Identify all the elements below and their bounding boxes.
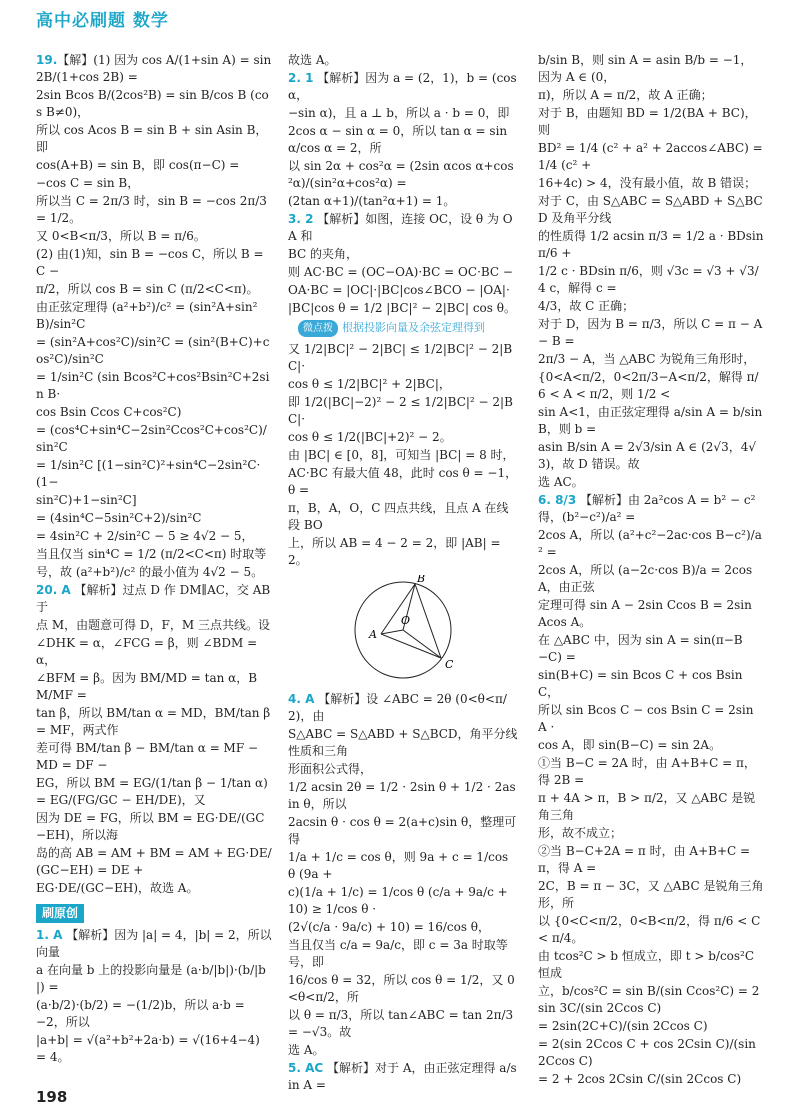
text-line: −cos C = sin B， [36,176,140,190]
text-line: sin(B+C) = sin Bcos C + cos Bsin C， [538,668,743,699]
text-line: 上，所以 AB = 4 − 2 = 2，即 |AB| = 2。 [288,536,501,567]
text-line: OA·BC = |OC|·|BC|cos∠BCO − |OA|· [288,283,510,297]
question-number: 4. A [288,692,315,706]
text-line: 2sin Bcos B/(2cos²B) = sin B/cos B (cos B≠0)， [36,88,269,119]
text-line: = 4sin²C + 2/sin²C − 5 ≥ 4√2 − 5， [36,529,254,543]
text-line: cos θ ≤ 1/2|BC|² + 2|BC|， [288,377,451,391]
text-line: 以 sin 2α + cos²α = (2sin αcos α+cos²α)/(sin²α+cos²α) = [288,159,514,190]
text-line: 1/2 acsin 2θ = 1/2 · 2sin θ + 1/2 · 2asin θ，所以 [288,780,516,811]
text-line: sin²C)+1−sin²C] [36,493,137,507]
column-1 [36,52,272,1067]
text-line: ∠DHK = α，∠FCG = β，则 ∠BDM = α， [36,636,258,667]
text-line: = 2sin(2C+C)/(sin 2Ccos C) [538,1019,708,1033]
section-label: 刷原创 [36,904,84,923]
page-header-title: 高中必刷题 数学 [36,11,169,31]
segment-AC [381,634,441,658]
column-2 [288,52,518,1095]
text-line: S△ABC = S△ABD + S△BCD，角平分线性质和三角 [288,727,518,758]
circle-diagram [288,575,518,685]
text-line: 由正弦定理得 (a²+b²)/c² = (sin²A+sin²B)/sin²C [36,300,258,331]
text-line: 当且仅当 c/a = 9a/c，即 c = 3a 时取等号，即 [288,938,508,969]
text-line: 由 tcos²C > b 恒成立，即 t > b/cos²C 恒成 [538,949,755,980]
text-line: = 2 + 2cos 2Csin C/(sin 2Ccos C) [538,1072,742,1086]
text-line: 2C，B = π − 3C，又 △ABC 是锐角三角形，所 [538,879,764,910]
text-line: BD² = 1/4 (c² + a² + 2accos∠ABC) = 1/4 (c² + [538,141,763,172]
text-line: 所以当 C = 2π/3 时，sin B = −cos 2π/3 = 1/2。 [36,194,267,225]
text-line: cos A，即 sin(B−C) = sin 2A。 [538,738,722,752]
point-label-O: O [401,614,411,627]
text-line: 的性质得 1/2 acsin π/3 = 1/2 a · BDsin π/6 + [538,229,764,260]
text-line: sin A<1，由正弦定理得 a/sin A = b/sin B，则 b = [538,405,763,436]
text-line: π)，所以 A = π/2，故 A 正确； [538,88,713,102]
segment-AO [381,630,403,634]
text-line: 岛的高 AB = AM + BM = AM + EG·DE/(GC−EH) = DE + [36,846,272,877]
text-line: EG，所以 BM = EG/(1/tan β − 1/tan α) = EG/(FG/GC − EH/DE)，又 [36,776,268,807]
text-line: 当且仅当 sin⁴C = 1/2 (π/2<C<π) 时取等 [36,547,267,561]
text-line: 2π/3 − A，当 △ABC 为锐角三角形时， [538,352,756,366]
point-label-A: A [369,628,377,641]
question-number: 5. AC [288,1061,324,1075]
text-line: 又 0<B<π/3，所以 B = π/6。 [36,229,206,243]
text-line: π + 4A > π，B > π/2，又 △ABC 是锐角三角 [538,791,756,822]
text-line: (2tan α+1)/(tan²α+1) = 1。 [288,194,456,208]
text-line: (2√(c/a · 9a/c) + 10) = 16/cos θ， [288,920,491,934]
text-line: 选 A。 [288,1043,325,1057]
text-line: 选 AC。 [538,475,584,489]
text-line: 所以 cos Acos B = sin B + sin Asin B，即 [36,123,268,154]
segment-BC [415,584,441,658]
question-number: 2. 1 [288,71,314,85]
question-number: 6. 8/3 [538,493,577,507]
text-line: 6. 8/3 【解析】由 2a²cos A = b² − c² 得，(b²−c²)/a² = [538,493,756,524]
text-line: = 1/sin²C [(1−sin²C)²+sin⁴C−2sin²C·(1− [36,458,261,489]
text-line: = (4sin⁴C−5sin²C+2)/sin²C [36,511,202,525]
text-line: 故选 A。 [288,53,337,67]
text-line: cos(A+B) = sin B，即 cos(π−C) = [36,158,240,172]
text-line: = (cos⁴C+sin⁴C−2sin²Ccos²C+cos²C)/sin²C [36,423,267,454]
text-line: 对于 D，因为 B = π/3，所以 C = π − A − B = [538,317,763,348]
text-line: cos θ ≤ 1/2(|BC|+2)² − 2。 [288,430,452,444]
question-number: 1. A [36,928,63,942]
text-line: asin B/sin A = 2√3/sin A ∈ (2√3，4√3)，故 D 错误。故 [538,440,756,471]
question-number: 3. 2 [288,212,314,226]
text-line: −sin α)，且 a ⊥ b，所以 a · b = 0，即 [288,106,510,120]
text-line: 立，b/cos²C = sin B/(sin Ccos²C) = 2sin 3C/(sin 2Ccos C) [538,984,760,1015]
text-line: 则 AC·BC = (OC−OA)·BC = OC·BC − [288,265,513,279]
text-line: BC 的夹角， [288,247,359,261]
text-line: AC·BC 有最大值 48，此时 cos θ = −1，θ = [288,466,518,497]
text-line: 因为 DE = FG，所以 BM = EG·DE/(GC−EH)，所以海 [36,811,265,842]
text-line: 在 △ABC 中，因为 sin A = sin(π−B−C) = [538,633,743,664]
text-line: 号，故 (a²+b²)/c² 的最小值为 4√2 − 5。 [36,565,264,579]
text-line: π/2，所以 cos B = sin C (π/2<C<π)。 [36,282,259,296]
text-line: (a·b/2)·(b/2) = −(1/2)b，所以 a·b = −2，所以 [36,998,245,1029]
text-line: 2cos A，所以 (a²+c²−2ac·cos B−c²)/a² = [538,528,762,559]
text-line: = (sin²A+cos²C)/sin²C = (sin²(B+C)+cos²C)/sin²C [36,335,270,366]
page-number: 198 [36,1088,68,1106]
text-line: = 2(sin 2Ccos C + cos 2Csin C)/(sin 2Ccos C) [538,1037,756,1068]
text-line: |a+b| = √(a²+b²+2a·b) = √(16+4−4) = 4。 [36,1033,260,1064]
text-line: ①当 B−C = 2A 时，由 A+B+C = π，得 2B = [538,756,756,787]
text-line: a 在向量 b 上的投影向量是 (a·b/|b|)·(b/|b|) = [36,963,266,994]
text-line: 2. 1 【解析】因为 a = (2，1)，b = (cos α， [288,71,517,102]
text-line: 以 θ = π/3，所以 tan∠ABC = tan 2π/3 = −√3。故 [288,1008,514,1039]
question-number: 19. [36,53,58,67]
text-line: 定理可得 sin A − 2sin Ccos B = 2sin Acos A。 [538,598,752,629]
tip-tag: 微点拨 [298,320,338,337]
text-line: 1/a + 1/c = cos θ，则 9a + c = 1/cos θ (9a + [288,850,509,881]
text-line: 差可得 BM/tan β − BM/tan α = MF − MD = DF − [36,741,259,772]
text-line: π，B，A，O，C 四点共线，且点 A 在线段 BO [288,501,509,532]
tip-text: 根据投影向量及余弦定理得到 [342,321,485,334]
segment-OC [403,630,441,658]
text-line: c)(1/a + 1/c) = 1/cos θ (c/a + 9a/c + 10) ≥ 1/cos θ · [288,885,508,916]
text-line: = 1/sin²C (sin Bcos²C+cos²Bsin²C+2sin B· [36,370,270,401]
text-line: tan β，所以 BM/tan α = MD，BM/tan β = MF，两式作 [36,706,271,737]
text-line: 20. A 【解析】过点 D 作 DM∥AC，交 AB 于 [36,583,271,614]
text-line: 由 |BC| ∈ [0，8]，可知当 |BC| = 8 时， [288,448,515,462]
text-line: 所以 sin Bcos C − cos Bsin C = 2sin A · [538,703,754,734]
text-line: 即 1/2(|BC|−2)² − 2 ≤ 1/2|BC|² − 2|BC|· [288,395,513,426]
text-line: 5. AC 【解析】对于 A，由正弦定理得 a/sin A = [288,1061,517,1092]
circle-figure [288,575,518,685]
text-line: ∠BFM = β。因为 BM/MD = tan α，BM/MF = [36,671,258,702]
text-line: 形，故不成立； [538,826,623,840]
text-line: 形面积公式得， [288,762,373,776]
text-line: 4. A 【解析】设 ∠ABC = 2θ (0<θ<π/2)，由 [288,692,507,723]
text-line: 1/2 c · BDsin π/6，则 √3c = √3 + √3/4 c，解得 c = [538,264,759,295]
text-line: 2acsin θ · cos θ = 2(a+c)sin θ，整理可得 [288,815,517,846]
text-line: |BC|cos θ = 1/2 |BC|² − 2|BC| cos θ。 [288,301,516,315]
text-line: {0<A<π/2，0<2π/3−A<π/2，解得 π/6 < A < π/2，则 1/2 < [538,370,759,401]
text-line: (2) 由(1)知，sin B = −cos C，所以 B = C − [36,247,264,278]
text-line: 对于 C，由 S△ABC = S△ABD + S△BCD 及角平分线 [538,194,763,225]
text-line: 以 {0<C<π/2，0<B<π/2，得 π/6 < C < π/4。 [538,914,761,945]
text-line: 19.【解】(1) 因为 cos A/(1+sin A) = sin 2B/(1+cos 2B) = [36,53,272,84]
column-3 [538,52,764,1089]
text-line: EG·DE/(GC−EH)，故选 A。 [36,881,199,895]
text-line: 1. A 【解析】因为 |a| = 4，|b| = 2，所以向量 [36,928,272,959]
text-line: 16/cos θ = 32，所以 cos θ = 1/2，又 0<θ<π/2，所 [288,973,515,1004]
text-line: ②当 B−C+2A = π 时，由 A+B+C = π，得 A = [538,844,751,875]
text-line: cos Bsin Ccos C+cos²C) [36,405,182,419]
text-line: 又 1/2|BC|² − 2|BC| ≤ 1/2|BC|² − 2|BC|· [288,342,513,373]
text-line: b/sin B，则 sin A = asin B/b = −1，因为 A ∈ (0， [538,53,753,84]
text-line: 2cos α − sin α = 0，所以 tan α = sin α/cos α = 2，所 [288,124,508,155]
point-label-C: C [445,658,454,671]
text-line: 4/3，故 C 正确； [538,299,635,313]
question-number: 20. A [36,583,71,597]
text-line: 3. 2 【解析】如图，连接 OC，设 θ 为 OA 和 [288,212,513,243]
text-line: 2cos A，所以 (a−2c·cos B)/a = 2cos A，由正弦 [538,563,753,594]
text-line: 对于 B，由题知 BD = 1/2(BA + BC)，则 [538,106,757,137]
text-line: 16+4c) > 4，没有最小值，故 B 错误； [538,176,757,190]
text-line: 点 M，由题意可得 D，F，M 三点共线。设 [36,618,270,632]
tip-note [298,319,518,337]
point-label-B: B [417,575,426,585]
